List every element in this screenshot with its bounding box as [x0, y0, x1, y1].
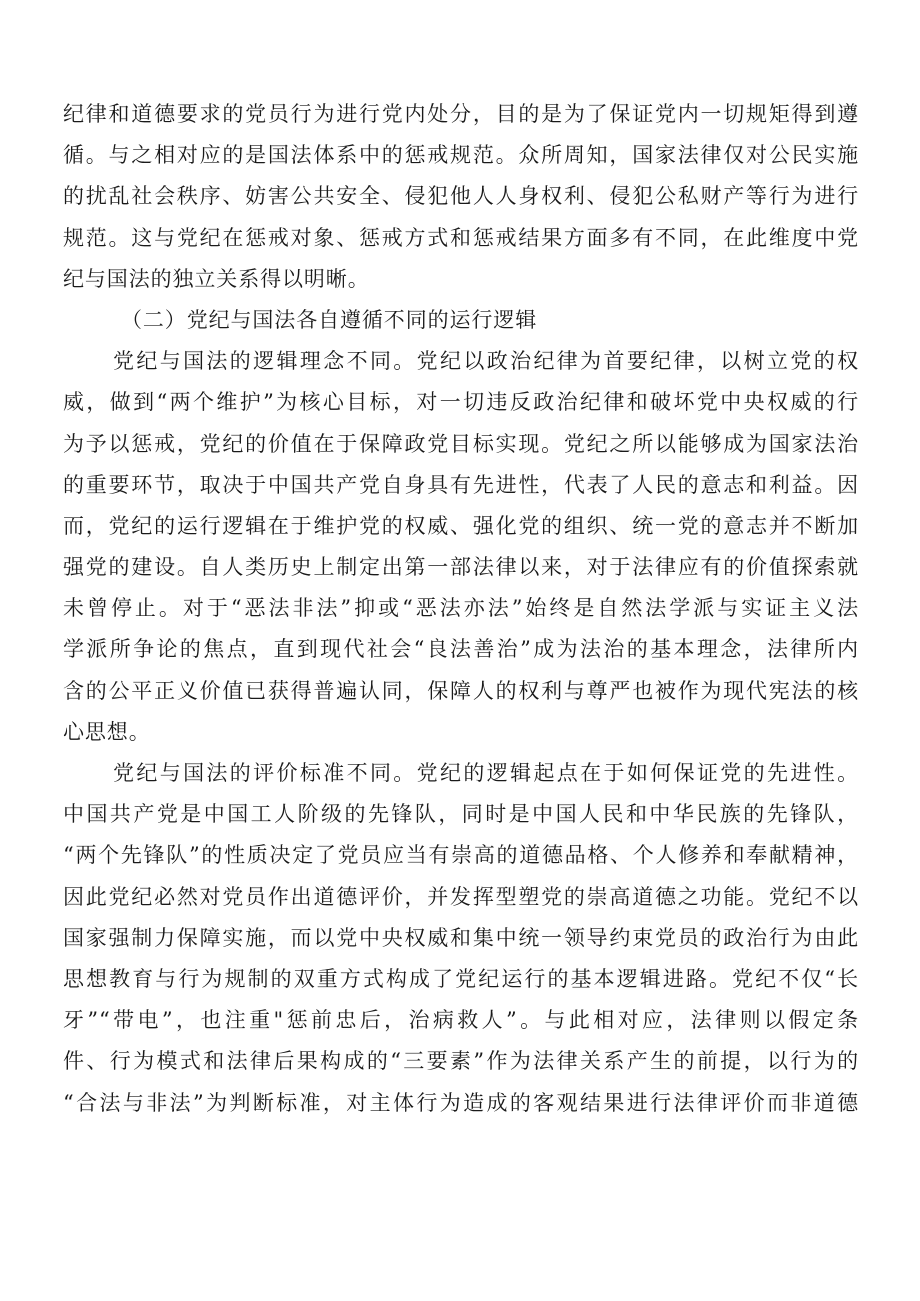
- paragraph-line: 党纪与国法的逻辑理念不同。党纪以政治纪律为首要纪律，以树立党的权: [113, 349, 859, 374]
- section-heading: （二）党纪与国法各自遵循不同的运行逻辑: [121, 307, 538, 332]
- paragraph-line: 因此党纪必然对党员作出道德评价，并发挥型塑党的崇高道德之功能。党纪不以: [63, 884, 859, 909]
- document-page: [63, 94, 859, 1124]
- paragraph-line: 国家强制力保障实施，而以党中央权威和集中统一领导约束党员的政治行为由此: [63, 925, 859, 950]
- paragraph-line: 党纪与国法的评价标准不同。党纪的逻辑起点在于如何保证党的先进性。: [113, 761, 859, 785]
- paragraph-line: “合法与非法”为判断标准，对主体行为造成的客观结果进行法律评价而非道德: [63, 1090, 859, 1115]
- paragraph-line: 学派所争论的焦点，直到现代社会“良法善治”成为法治的基本理念，法律所内: [63, 637, 859, 662]
- paragraph-line: 思想教育与行为规制的双重方式构成了党纪运行的基本逻辑进路。党纪不仅“长: [63, 966, 859, 991]
- paragraph-line: 中国共产党是中国工人阶级的先锋队，同时是中国人民和中华民族的先锋队，: [63, 802, 859, 827]
- paragraph-line: “两个先锋队”的性质决定了党员应当有崇高的道德品格、个人修养和奉献精神，: [63, 843, 859, 868]
- paragraph-line: 而，党纪的运行逻辑在于维护党的权威、强化党的组织、统一党的意志并不断加: [63, 513, 859, 538]
- paragraph-line: 的扰乱社会秩序、妨害公共安全、侵犯他人人身权利、侵犯公私财产等行为进行: [63, 184, 859, 209]
- paragraph-line: 含的公平正义价值已获得普遍认同，保障人的权利与尊严也被作为现代宪法的核: [63, 678, 859, 703]
- paragraph-line: 未曾停止。对于“恶法非法”抑或“恶法亦法”始终是自然法学派与实证主义法: [63, 596, 859, 621]
- paragraph-line: 的重要环节，取决于中国共产党自身具有先进性，代表了人民的意志和利益。因: [63, 472, 859, 497]
- paragraph-line: 规范。这与党纪在惩戒对象、惩戒方式和惩戒结果方面多有不同，在此维度中党: [63, 225, 859, 250]
- paragraph-line: 强党的建设。自人类历史上制定出第一部法律以来，对于法律应有的价值探索就: [63, 555, 859, 580]
- paragraph-line: 威，做到“两个维护”为核心目标，对一切违反政治纪律和破坏党中央权威的行: [63, 390, 859, 415]
- paragraph-line: 纪律和道德要求的党员行为进行党内处分，目的是为了保证党内一切规矩得到遵: [63, 102, 859, 126]
- paragraph-line: 循。与之相对应的是国法体系中的惩戒规范。众所周知，国家法律仅对公民实施: [63, 143, 859, 168]
- paragraph-line: 件、行为模式和法律后果构成的“三要素”作为法律关系产生的前提，以行为的: [63, 1049, 859, 1074]
- paragraph-line: 纪与国法的独立关系得以明晰。: [63, 266, 370, 291]
- paragraph-line: 心思想。: [63, 719, 151, 744]
- paragraph-line: 为予以惩戒，党纪的价值在于保障政党目标实现。党纪之所以能够成为国家法治: [63, 431, 859, 456]
- paragraph-line: 牙”“带电”，也注重"惩前忠后，治病救人”。与此相对应，法律则以假定条: [63, 1008, 859, 1033]
